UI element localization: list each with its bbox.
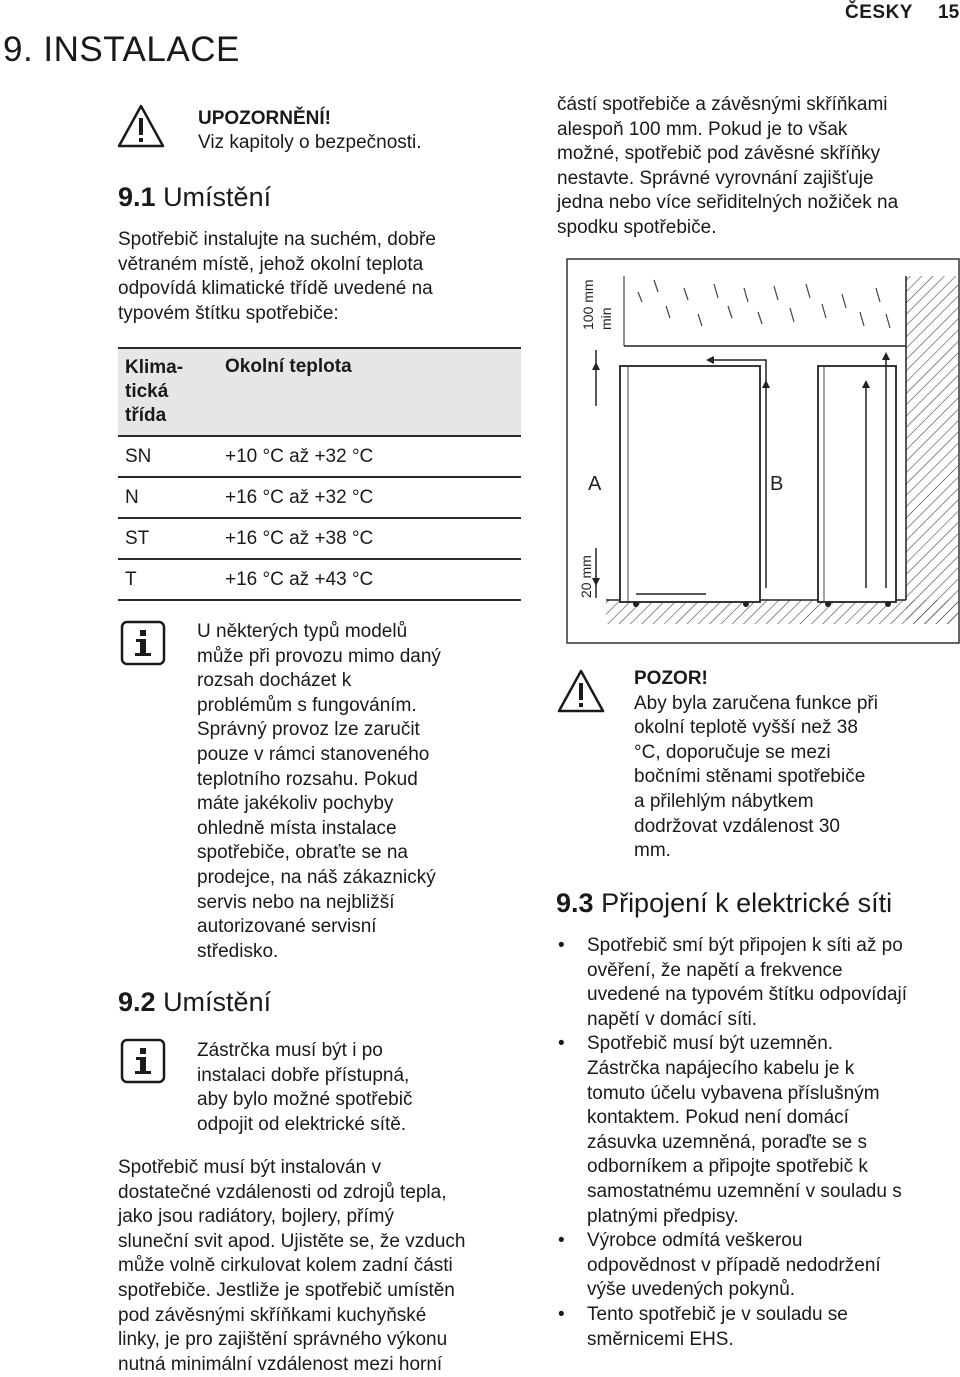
paragraph-line: odpovídá klimatické třídě uvedené na xyxy=(118,278,433,300)
table-row xyxy=(118,437,521,478)
paragraph-line: spotřebiče. Jestliže je spotřebič umístěn xyxy=(118,1279,455,1301)
paragraph-line: sluneční svit apod. Ujistěte se, že vzduch xyxy=(118,1230,466,1252)
caution-note xyxy=(634,667,954,864)
list-line: ověření, že napětí a frekvence xyxy=(587,959,843,981)
note-line: rozsah docházet k xyxy=(197,670,352,692)
table-row xyxy=(118,519,521,560)
climate-class-cell: SN xyxy=(125,445,152,467)
header-ambient-temp: Okolní teplota xyxy=(225,356,352,377)
info-note-plug xyxy=(197,1039,527,1137)
label-min: min xyxy=(598,307,614,330)
wall-cabinet xyxy=(624,276,890,346)
paragraph-line: typovém štítku spotřebiče: xyxy=(118,302,339,324)
section-title: Umístění xyxy=(163,987,272,1017)
climate-class-cell: T xyxy=(125,568,137,590)
list-line: uvedené na typovém štítku odpovídají xyxy=(587,984,908,1006)
section-heading-9-3 xyxy=(556,888,892,919)
table-row xyxy=(118,478,521,519)
list-line: • Spotřebič musí být uzemněn. xyxy=(587,1033,834,1055)
paragraph-line: nestavte. Správné vyrovnání zajišťuje xyxy=(557,167,874,189)
section-number: 9.2 xyxy=(118,987,156,1017)
note-line: Zástrčka musí být i po xyxy=(197,1040,383,1061)
list-line: Zástrčka napájecího kabelu je k xyxy=(587,1057,855,1079)
note-line: Správný provoz lze zaručit xyxy=(197,719,420,741)
placement-paragraph xyxy=(118,1156,538,1377)
list-line: směrnicemi EHS. xyxy=(587,1328,734,1350)
note-line: U některých typů modelů xyxy=(197,621,408,642)
floor xyxy=(606,600,958,624)
caution-line: mm. xyxy=(634,840,671,862)
section-heading-9-2 xyxy=(118,987,271,1018)
paragraph-line: Spotřebič musí být instalován v xyxy=(118,1157,381,1178)
header-climate-class xyxy=(118,349,225,435)
paragraph-line: může volně cirkulovat kolem zadní části xyxy=(118,1255,453,1277)
header-line: třída xyxy=(125,405,167,426)
note-line: pouze v rámci stanoveného xyxy=(197,743,430,765)
climate-class-table xyxy=(118,347,521,601)
list-item xyxy=(556,1229,960,1303)
caution-line: °C, doporučuje se mezi xyxy=(634,741,831,763)
list-line: • Výrobce odmítá veškerou xyxy=(587,1230,803,1252)
caution-label: POZOR! xyxy=(634,668,708,689)
section-title: Připojení k elektrické síti xyxy=(601,888,893,918)
caution-line: bočními stěnami spotřebiče xyxy=(634,766,866,788)
paragraph-line: Spotřebič instalujte na suchém, dobře xyxy=(118,229,436,250)
installation-clearance-diagram xyxy=(566,258,960,644)
page-number: 15 xyxy=(938,2,960,23)
table-header-row xyxy=(118,347,521,437)
paragraph-line: linky, je pro zajištění správného výkonu xyxy=(118,1329,448,1351)
label-20mm: 20 mm xyxy=(578,555,594,598)
label-b: B xyxy=(770,473,784,495)
paragraph-line: spodku spotřebiče. xyxy=(557,216,717,238)
paragraph-line: dostatečné vzdálenosti od zdrojů tepla, xyxy=(118,1181,447,1203)
list-item xyxy=(556,1032,960,1229)
section-1-paragraph xyxy=(118,228,528,326)
note-line: máte jakékoliv pochyby xyxy=(197,793,394,815)
paragraph-line: pod závěsnými skříňkami kuchyňské xyxy=(118,1304,427,1326)
header-line: tická xyxy=(125,381,169,402)
list-line: kontaktem. Pokud není domácí xyxy=(587,1107,849,1129)
note-line: ohledně místa instalace xyxy=(197,817,397,839)
climate-class-cell: ST xyxy=(125,527,150,549)
label-100mm: 100 mm xyxy=(580,279,596,330)
temp-range-cell: +16 °C až +38 °C xyxy=(225,527,374,549)
header-language: ČESKY xyxy=(845,2,913,23)
caution-line: okolní teplotě vyšší než 38 xyxy=(634,717,858,739)
note-line: prodejce, na náš zákaznický xyxy=(197,866,436,888)
climate-class-cell: N xyxy=(125,486,139,508)
chapter-title: 9. INSTALACE xyxy=(3,30,240,69)
list-line: odborníkem a připojte spotřebič k xyxy=(587,1156,868,1178)
paragraph-line: částí spotřebiče a závěsnými skříňkami xyxy=(557,94,888,115)
note-line: aby bylo možné spotřebič xyxy=(197,1089,413,1111)
section-number: 9.3 xyxy=(556,888,594,918)
table-row xyxy=(118,560,521,601)
section-number: 9.1 xyxy=(118,182,156,212)
note-line: problémům s fungováním. xyxy=(197,694,417,716)
paragraph-line: větraném místě, jehož okolní teplota xyxy=(118,253,424,275)
info-note-range xyxy=(197,620,527,964)
paragraph-line: možné, spotřebič pod závěsné skříňky xyxy=(557,143,881,165)
note-line: teplotního rozsahu. Pokud xyxy=(197,768,418,790)
note-line: instalaci dobře přístupná, xyxy=(197,1064,410,1086)
list-line: • Spotřebič smí být připojen k síti až po xyxy=(587,935,903,956)
note-line: středisko. xyxy=(197,940,279,962)
appliance-b xyxy=(818,366,896,602)
note-line: servis nebo na nejbližší xyxy=(197,891,395,913)
list-line: tomuto účelu vybavena příslušným xyxy=(587,1082,880,1104)
warning-text: Viz kapitoly o bezpečnosti. xyxy=(198,132,422,153)
note-line: odpojit od elektrické sítě. xyxy=(197,1113,407,1135)
list-line: napětí v domácí síti. xyxy=(587,1008,758,1030)
list-line: odpovědnost v případě nedodržení xyxy=(587,1254,881,1276)
warning-label: UPOZORNĚNÍ! xyxy=(198,108,331,129)
paragraph-line: nutná minimální vzdálenost mezi horní xyxy=(118,1353,443,1375)
warning-icon xyxy=(117,103,165,149)
temp-range-cell: +16 °C až +43 °C xyxy=(225,568,374,590)
paragraph-line: jako jsou radiátory, bojlery, přímý xyxy=(118,1206,394,1228)
list-line: výše uvedených pokynů. xyxy=(587,1279,796,1301)
section-heading-9-1 xyxy=(118,182,271,213)
caution-line: dodržovat vzdálenost 30 xyxy=(634,815,840,837)
list-item xyxy=(556,1303,960,1352)
placement-paragraph-continued xyxy=(557,93,960,241)
caution-line: Aby byla zaručena funkce při xyxy=(634,692,878,714)
temp-range-cell: +16 °C až +32 °C xyxy=(225,486,374,508)
note-line: spotřebiče, obraťte se na xyxy=(197,842,408,864)
list-line: zásuvka uzemněná, poraďte se s xyxy=(587,1131,867,1153)
temp-range-cell: +10 °C až +32 °C xyxy=(225,445,374,467)
wall xyxy=(906,276,958,624)
paragraph-line: jedna nebo více seřiditelných nožiček na xyxy=(557,192,899,214)
list-line: samostatnému uzemnění v souladu s xyxy=(587,1180,902,1202)
section-title: Umístění xyxy=(163,182,272,212)
note-line: může při provozu mimo daný xyxy=(197,645,441,667)
electrical-connection-list xyxy=(556,934,960,1352)
info-icon xyxy=(120,620,166,666)
label-a: A xyxy=(588,473,602,495)
paragraph-line: alespoň 100 mm. Pokud je to však xyxy=(557,118,848,140)
list-item xyxy=(556,934,960,1032)
caution-line: a přilehlým nábytkem xyxy=(634,790,814,812)
note-line: autorizované servisní xyxy=(197,916,377,938)
warning-icon xyxy=(557,668,605,714)
header-line: Klima- xyxy=(125,357,184,378)
info-icon xyxy=(120,1038,166,1084)
appliance-a xyxy=(620,366,760,602)
list-line: • Tento spotřebič je v souladu se xyxy=(587,1303,848,1325)
list-line: platnými předpisy. xyxy=(587,1205,739,1227)
